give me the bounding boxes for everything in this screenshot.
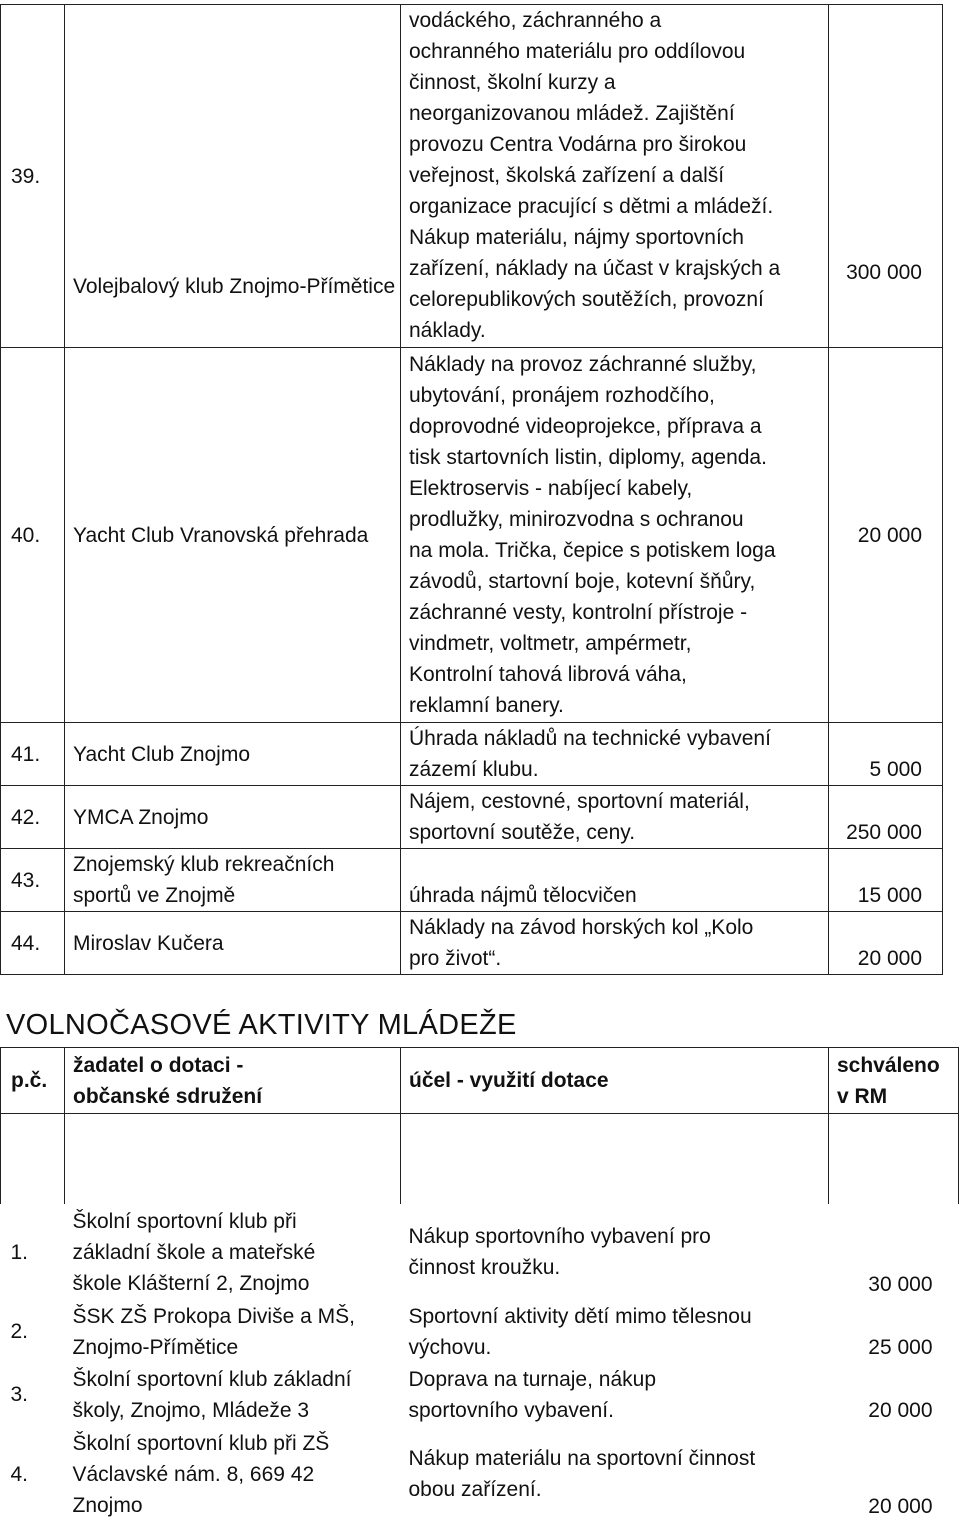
amount-cell	[829, 1363, 959, 1426]
amount-value: 20 000	[857, 523, 922, 547]
purpose-cell	[401, 5, 829, 348]
header-num: p.č.	[1, 1048, 65, 1114]
purpose-line: výchovu.	[408, 1335, 492, 1359]
amount-value: 5 000	[869, 758, 922, 781]
row-number: 1.	[10, 1240, 29, 1264]
purpose-line: reklamní banery.	[409, 694, 564, 717]
purpose-cell	[401, 1300, 829, 1363]
amount-cell	[829, 1426, 959, 1522]
amount-cell	[829, 849, 943, 912]
table-row	[1, 1300, 959, 1363]
header-applicant-line: občanské sdružení	[73, 1084, 263, 1108]
table-row	[1, 849, 943, 912]
row-number: 40.	[1, 348, 65, 723]
purpose-line: Nákup sportovního vybavení pro	[408, 1225, 711, 1248]
purpose-cell	[401, 348, 829, 723]
applicant-line: Školní sportovní klub při ZŠ	[72, 1431, 330, 1455]
purpose-cell	[401, 723, 829, 786]
amount-cell	[829, 1300, 959, 1363]
applicant-name	[65, 5, 401, 348]
applicant-line: základní škole a mateřské	[72, 1240, 316, 1264]
amount-cell	[829, 5, 943, 348]
applicant-text: Volejbalový klub Znojmo-Přímětice	[73, 274, 396, 298]
purpose-line: obou zařízení.	[408, 1478, 542, 1501]
purpose-line: vodáckého, záchranného a	[409, 9, 662, 32]
table-row	[1, 1204, 959, 1300]
amount-value: 15 000	[857, 884, 922, 907]
applicant-line: Znojmo	[72, 1493, 143, 1517]
purpose-line: Kontrolní tahová librová váha,	[409, 663, 687, 686]
purpose-line: sportovního vybavení.	[408, 1398, 614, 1422]
amount-cell	[829, 786, 943, 849]
purpose-line: Náklady na závod horských kol „Kolo	[409, 916, 754, 939]
purpose-cell	[401, 1426, 829, 1522]
table-row	[1, 5, 943, 348]
row-number: 44.	[1, 912, 65, 975]
applicant-name: Yacht Club Znojmo	[65, 723, 401, 786]
amount-value: 25 000	[868, 1336, 933, 1359]
purpose-line: pro život“.	[409, 947, 502, 970]
amount-value: 20 000	[868, 1399, 933, 1422]
table-row	[1, 1363, 959, 1426]
purpose-line: Nájem, cestovné, sportovní materiál,	[409, 790, 750, 813]
applicant-line: škole Klášterní 2, Znojmo	[72, 1271, 310, 1295]
purpose-line: organizace pracující s dětmi a mládeží.	[409, 195, 774, 218]
purpose-line: Doprava na turnaje, nákup	[408, 1367, 656, 1391]
header-applicant-line: žadatel o dotaci -	[73, 1053, 244, 1077]
purpose-line: tisk startovních listin, diplomy, agenda.	[409, 446, 767, 469]
table-row	[1, 723, 943, 786]
purpose-line: činnost, školní kurzy a	[409, 71, 616, 94]
header-amount-line: schváleno	[837, 1053, 940, 1077]
purpose-line: Úhrada nákladů na technické vybavení	[409, 727, 771, 750]
table-header-row	[1, 1048, 959, 1114]
row-number: 43.	[1, 849, 65, 912]
amount-value: 250 000	[846, 821, 922, 844]
purpose-line: Sportovní aktivity dětí mimo tělesnou	[408, 1304, 752, 1328]
purpose-cell	[401, 912, 829, 975]
applicant-line: Znojmo-Přímětice	[72, 1335, 239, 1359]
row-number: 4.	[10, 1462, 29, 1486]
amount-value: 20 000	[857, 947, 922, 970]
purpose-line: Nákup materiálu na sportovní činnost	[408, 1447, 756, 1470]
amount-cell	[829, 912, 943, 975]
purpose-cell	[401, 1204, 829, 1300]
row-number: 3.	[10, 1383, 29, 1406]
header-purpose: účel - využití dotace	[401, 1048, 829, 1114]
row-number: 2.	[10, 1320, 29, 1343]
header-amount	[829, 1048, 959, 1114]
applicant-line: školy, Znojmo, Mládeže 3	[72, 1398, 310, 1422]
purpose-line: na mola. Trička, čepice s potiskem loga	[409, 539, 776, 562]
purpose-cell	[401, 786, 829, 849]
amount-cell	[829, 723, 943, 786]
purpose-line: veřejnost, školská zařízení a další	[409, 164, 725, 187]
purpose-line: závodů, startovní boje, kotevní šňůry,	[409, 570, 756, 593]
applicant-line: Školní sportovní klub při	[72, 1209, 297, 1233]
applicant-line: ŠSK ZŠ Prokopa Diviše a MŠ,	[72, 1304, 355, 1328]
amount-cell	[829, 348, 943, 723]
amount-value: 300 000	[846, 261, 922, 284]
applicant-cell	[65, 1204, 401, 1300]
purpose-line: prodlužky, minirozvodna s ochranou	[409, 508, 744, 531]
table-row	[1, 1426, 959, 1522]
purpose-cell	[401, 849, 829, 912]
header-applicant	[65, 1048, 401, 1114]
table-row	[1, 786, 943, 849]
purpose-line: vindmetr, voltmetr, ampérmetr,	[409, 632, 692, 655]
row-number: 39.	[1, 5, 65, 348]
purpose-line: záchranné vesty, kontrolní přístroje -	[409, 601, 748, 624]
row-number: 41.	[1, 723, 65, 786]
purpose-line: ochranného materiálu pro oddílovou	[409, 40, 746, 63]
amount-value: 20 000	[868, 1495, 933, 1518]
youth-activities-table	[0, 1047, 959, 1522]
section-title: VOLNOČASOVÉ AKTIVITY MLÁDEŽE	[6, 1009, 517, 1041]
purpose-line: celorepublikových soutěžích, provozní	[409, 288, 764, 311]
purpose-line: ubytování, pronájem rozhodčího,	[409, 384, 715, 407]
applicant-name: YMCA Znojmo	[65, 786, 401, 849]
header-amount-line: v RM	[837, 1084, 888, 1108]
purpose-line: doprovodné videoprojekce, příprava a	[409, 415, 762, 438]
purpose-line: sportovní soutěže, ceny.	[409, 821, 636, 844]
purpose-line: úhrada nájmů tělocvičen	[409, 884, 637, 907]
purpose-line: Nákup materiálu, nájmy sportovních	[409, 226, 744, 249]
table-row	[1, 348, 943, 723]
purpose-line: neorganizovanou mládež. Zajištění	[409, 102, 735, 125]
grants-table-continued	[0, 4, 943, 975]
applicant-cell	[65, 1426, 401, 1522]
purpose-line: náklady.	[409, 319, 486, 342]
purpose-line: provozu Centra Vodárna pro širokou	[409, 133, 747, 156]
purpose-cell	[401, 1363, 829, 1426]
row-number: 42.	[1, 786, 65, 849]
amount-cell	[829, 1204, 959, 1300]
purpose-line: Elektroservis - nabíjecí kabely,	[409, 477, 693, 500]
purpose-line: zázemí klubu.	[409, 758, 539, 781]
purpose-line: Náklady na provoz záchranné služby,	[409, 353, 757, 376]
purpose-line: zařízení, náklady na účast v krajských a	[409, 257, 781, 280]
applicant-line: Václavské nám. 8, 669 42	[72, 1462, 315, 1486]
applicant-line: Školní sportovní klub základní	[72, 1367, 352, 1391]
table-spacer-row	[1, 1114, 959, 1205]
applicant-cell	[65, 1363, 401, 1426]
amount-value: 30 000	[868, 1273, 933, 1296]
table-row	[1, 912, 943, 975]
purpose-line: činnost kroužku.	[408, 1256, 561, 1279]
applicant-name: Miroslav Kučera	[65, 912, 401, 975]
applicant-name: Yacht Club Vranovská přehrada	[65, 348, 401, 723]
applicant-name: Znojemský klub rekreačních sportů ve Znojmě	[65, 849, 401, 912]
applicant-cell	[65, 1300, 401, 1363]
